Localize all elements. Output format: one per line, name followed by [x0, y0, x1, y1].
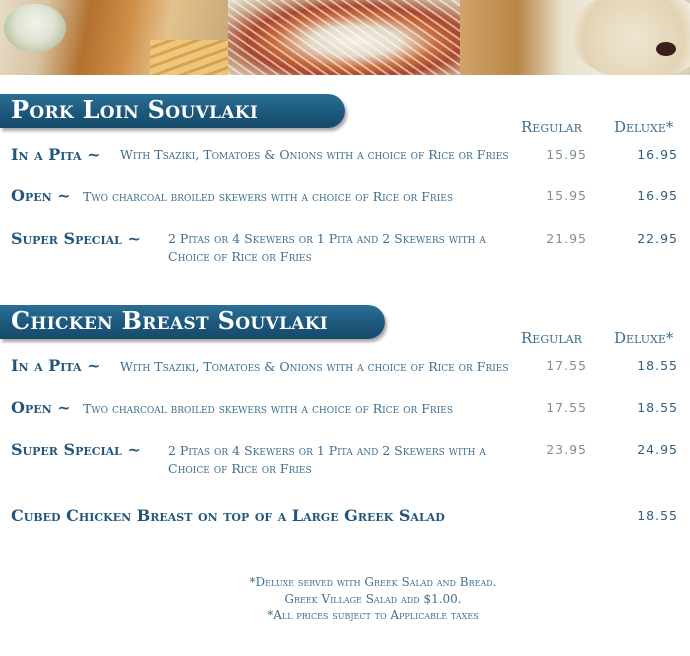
menu-item-desc: Two charcoal broiled skewers with a choice of Rice or Fries: [83, 189, 453, 204]
chicken-plate-photo: [0, 0, 228, 75]
col-head-deluxe: Deluxe*: [614, 329, 674, 347]
price-deluxe: 18.55: [637, 358, 678, 373]
food-photo-strip: [0, 0, 690, 75]
col-head-deluxe: Deluxe*: [614, 118, 674, 136]
price-regular: 15.95: [546, 188, 587, 203]
menu-item-name: Open ~: [11, 186, 71, 205]
price-deluxe: 16.95: [637, 147, 678, 162]
menu-item-name: In a Pita ~: [11, 356, 101, 375]
menu-item-name: Super Special ~: [11, 440, 141, 459]
price-regular: 17.55: [546, 400, 587, 415]
price-deluxe: 22.95: [637, 231, 678, 246]
menu-item-desc: With Tsaziki, Tomatoes & Onions with a choice of Rice or Fries: [120, 359, 509, 374]
menu-item-desc: 2 Pitas or 4 Skewers or 1 Pita and 2 Skewers with a Choice of Rice or Fries: [168, 443, 486, 476]
footnote-deluxe: *Deluxe served with Greek Salad and Bread.: [249, 575, 497, 589]
menu-item-desc: With Tsaziki, Tomatoes & Onions with a choice of Rice or Fries: [120, 147, 509, 162]
salad-item-name: Cubed Chicken Breast on top of a Large Greek Salad: [11, 506, 445, 525]
price-regular: 15.95: [546, 147, 587, 162]
footnotes: [0, 574, 690, 624]
price-regular: 17.55: [546, 358, 587, 373]
menu-item-name: Open ~: [11, 398, 71, 417]
dip-plate-photo: [460, 0, 690, 75]
price-deluxe: 16.95: [637, 188, 678, 203]
price-deluxe: 18.55: [637, 400, 678, 415]
price-regular: 21.95: [546, 231, 587, 246]
col-head-regular: Regular: [521, 329, 582, 347]
footnote-taxes: *All prices subject to Applicable taxes: [267, 608, 479, 622]
menu-item-desc: 2 Pitas or 4 Skewers or 1 Pita and 2 Skewers with a Choice of Rice or Fries: [168, 231, 486, 264]
salad-price: 18.55: [637, 508, 678, 523]
menu-item-desc: Two charcoal broiled skewers with a choice of Rice or Fries: [83, 401, 453, 416]
price-deluxe: 24.95: [637, 442, 678, 457]
section-banner-chicken: Chicken Breast Souvlaki: [0, 305, 385, 339]
col-head-regular: Regular: [521, 118, 582, 136]
price-regular: 23.95: [546, 442, 587, 457]
menu-item-name: Super Special ~: [11, 229, 141, 248]
section-banner-pork: Pork Loin Souvlaki: [0, 94, 345, 128]
footnote-village-salad: Greek Village Salad add $1.00.: [284, 591, 462, 606]
pasta-photo: [228, 0, 460, 75]
menu-item-name: In a Pita ~: [11, 145, 101, 164]
